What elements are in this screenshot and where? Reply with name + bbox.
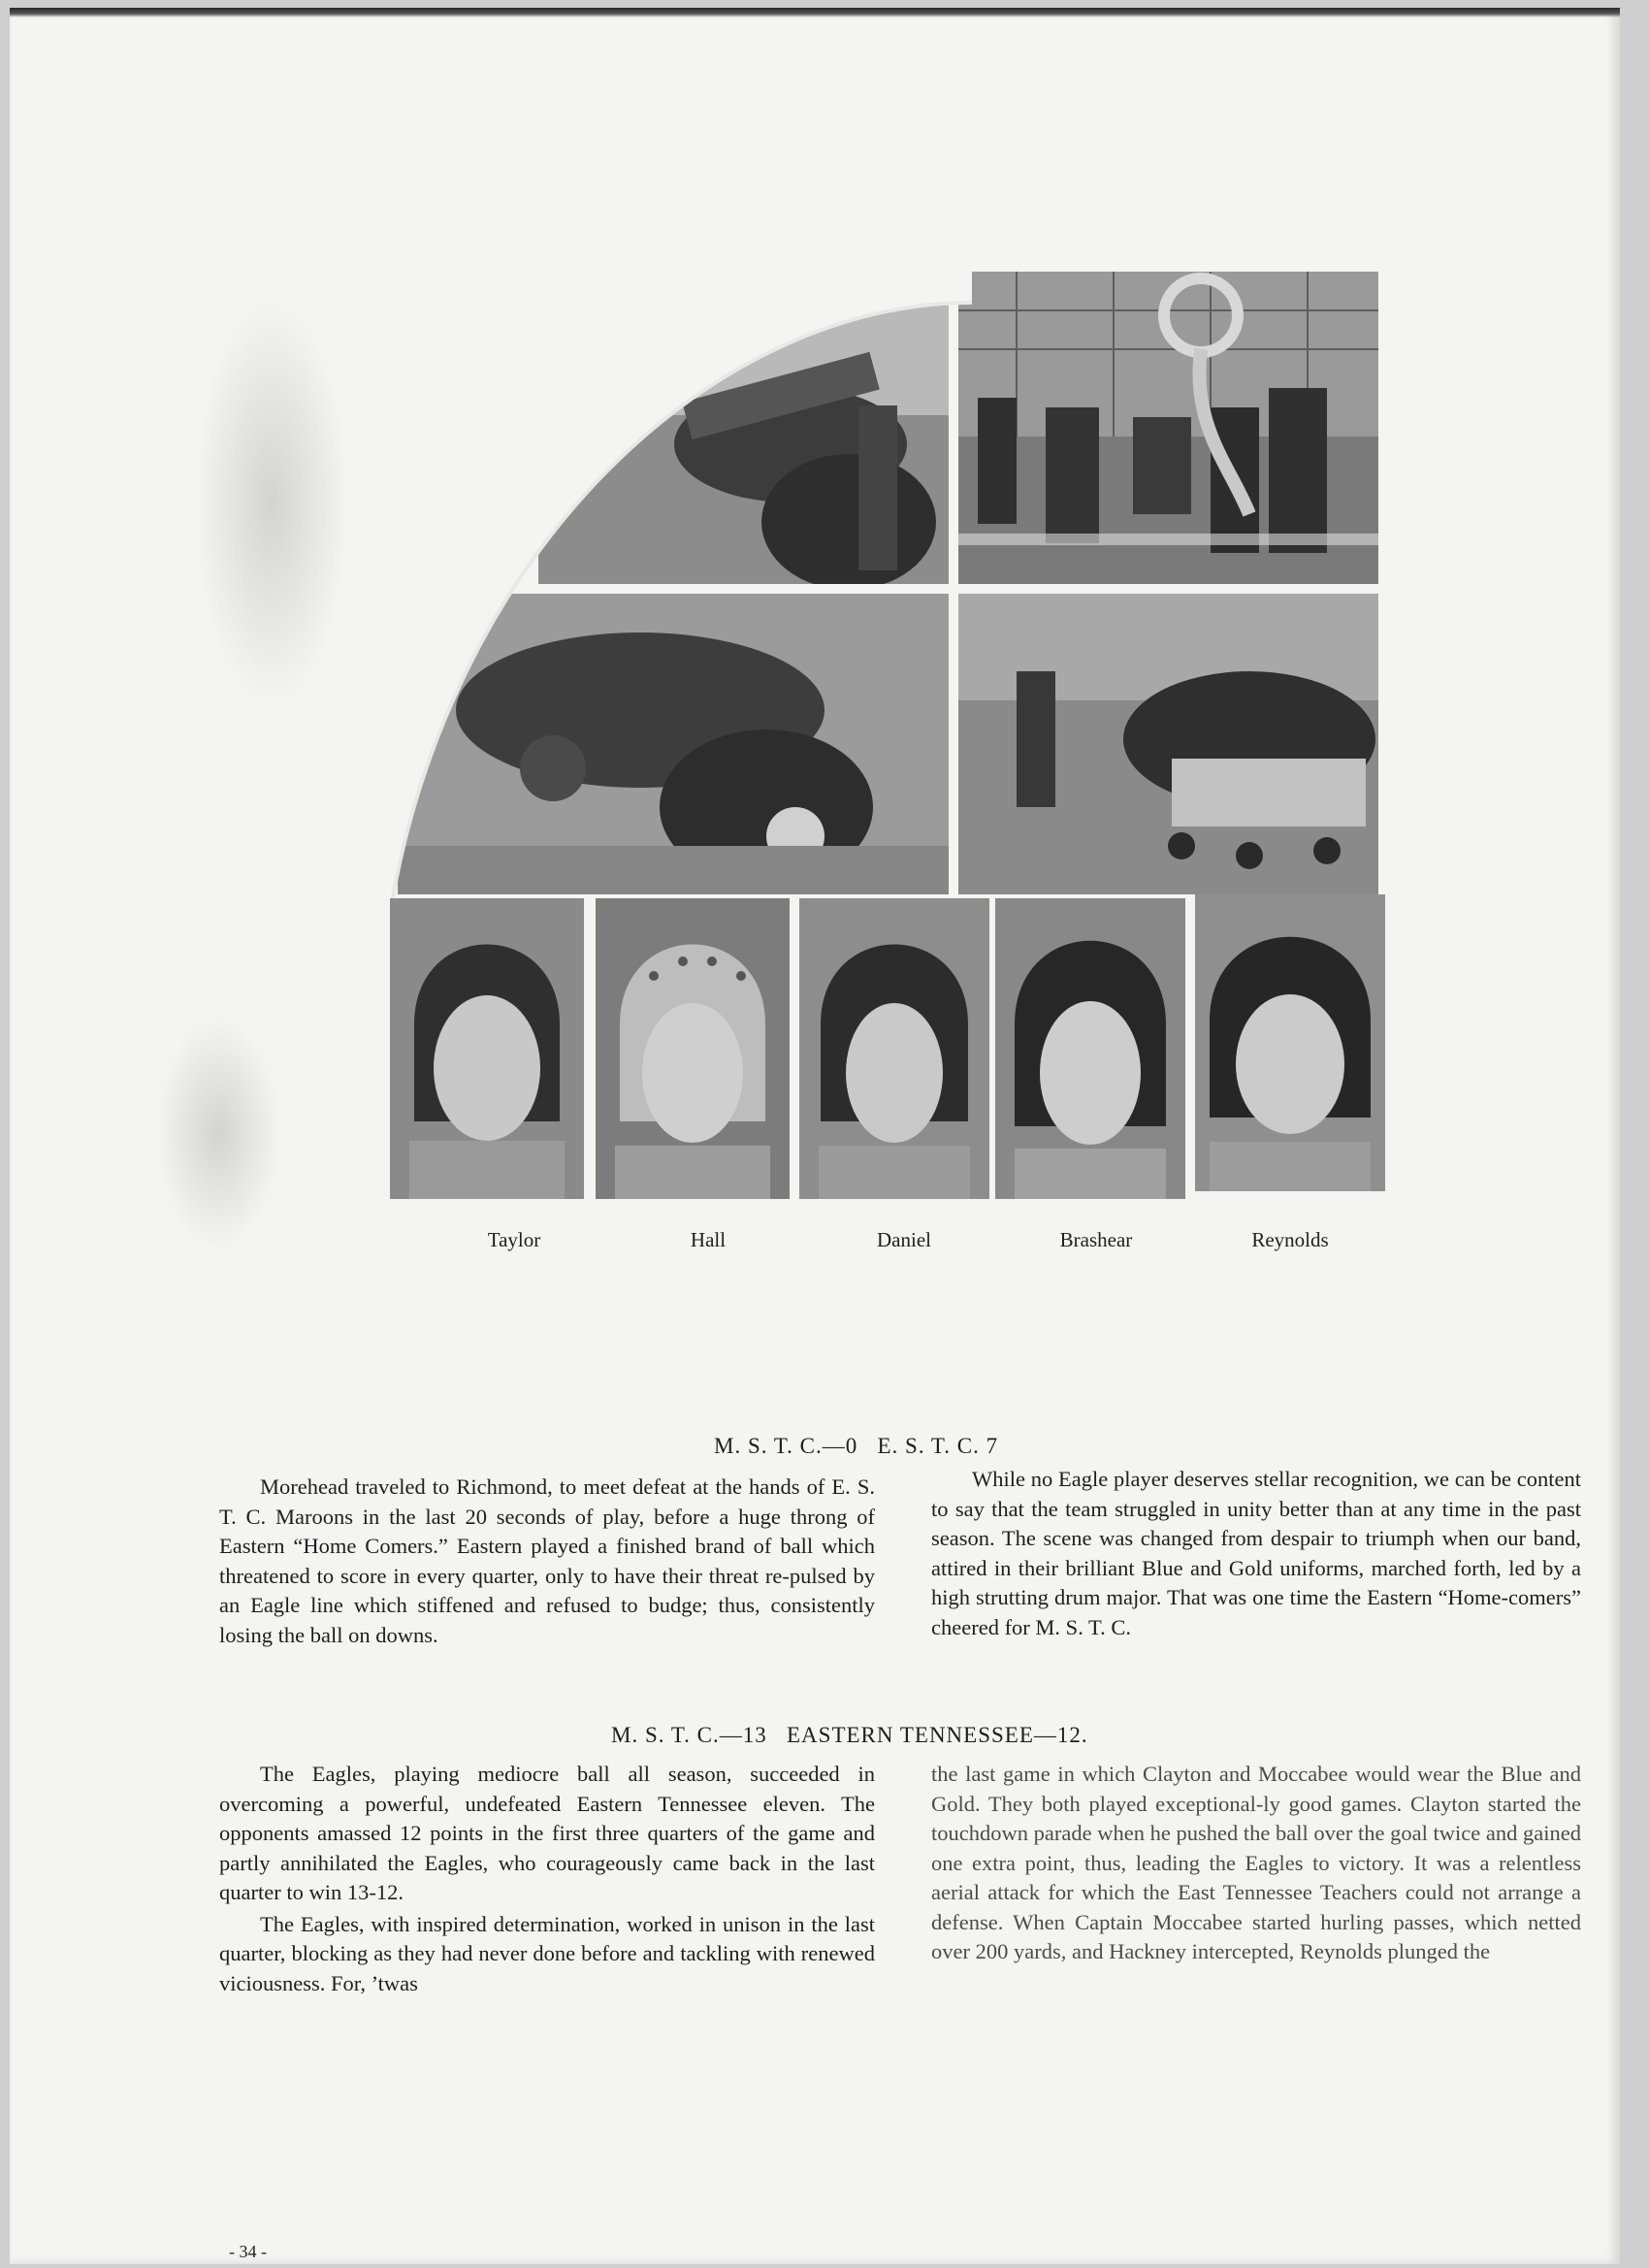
- yearbook-page: [10, 8, 1620, 2264]
- caption-daniel: Daniel: [877, 1228, 931, 1251]
- photo-marching-band: [958, 272, 1378, 584]
- caption-reynolds: Reynolds: [1251, 1228, 1329, 1251]
- game1-heading: M. S. T. C.—0 E. S. T. C. 7: [714, 1434, 999, 1458]
- portrait-daniel: [799, 898, 989, 1199]
- game2-right-column: [931, 1760, 1581, 1967]
- photo-line-play: [958, 594, 1378, 894]
- game2-left-paragraph-1: The Eagles, playing mediocre ball all season, succeeded in overcoming a powerful, undefeated Eastern Tennessee eleven. The opponents amassed 12 points in the first three quarters of the game and partly annihilated the Eagles, who courageously came back in the last quarter to win 13-12.: [219, 1762, 875, 1904]
- game2-heading: M. S. T. C.—13 EASTERN TENNESSEE—12.: [611, 1723, 1088, 1747]
- page-number: - 34 -: [229, 2242, 267, 2261]
- portrait-reynolds: [1195, 894, 1385, 1191]
- caption-taylor: Taylor: [487, 1228, 541, 1251]
- game1-left-column: [219, 1473, 875, 1650]
- photo-pileup: [398, 594, 949, 894]
- photo-tackle-action: [538, 299, 949, 584]
- game1-right-column: [931, 1465, 1581, 1642]
- game2-right-paragraph: the last game in which Clayton and Moccabee would wear the Blue and Gold. They both played exceptional-ly good games. Clayton started the touchdown parade when he pushed the ball over the goal twice and gained one extra point, thus, leading the Eagles to victory. It was a relentless aerial attack for which the East Tennessee Teachers could not arrange a defense. When Captain Moccabee started hurling passes, which netted over 200 yards, and Hackney intercepted, Reynolds plunged the: [931, 1762, 1581, 1963]
- game1-left-paragraph: Morehead traveled to Richmond, to meet defeat at the hands of E. S. T. C. Maroons in the last 20 seconds of play, before a huge throng of Eastern “Home Comers.” Eastern played a finished brand of ball which threatened to score in every quarter, only to have their threat re-pulsed by an Eagle line which stiffened and refused to budge; thus, consistently losing the ball on downs.: [219, 1474, 875, 1647]
- paper-stain: [194, 299, 349, 706]
- game1-right-paragraph: While no Eagle player deserves stellar recognition, we can be content to say that the team struggled in unity better than at any time in the past season. The scene was changed from despair to triumph when our band, attired in their brilliant Blue and Gold uniforms, marched forth, led by a high strutting drum major. That was one time the Eastern “Home-comers” cheered for M. S. T. C.: [931, 1467, 1581, 1639]
- portrait-brashear: [995, 898, 1185, 1199]
- game2-left-paragraph-2: The Eagles, with inspired determination, worked in unison in the last quarter, blocking as they had never done before and tackling with renewed viciousness. For, ’twas: [219, 1911, 875, 1995]
- paper-stain: [155, 1017, 281, 1249]
- game2-left-column: [219, 1760, 875, 1998]
- portrait-taylor: [390, 898, 584, 1199]
- caption-brashear: Brashear: [1059, 1228, 1133, 1251]
- portrait-hall: [596, 898, 790, 1199]
- caption-hall: Hall: [690, 1228, 727, 1251]
